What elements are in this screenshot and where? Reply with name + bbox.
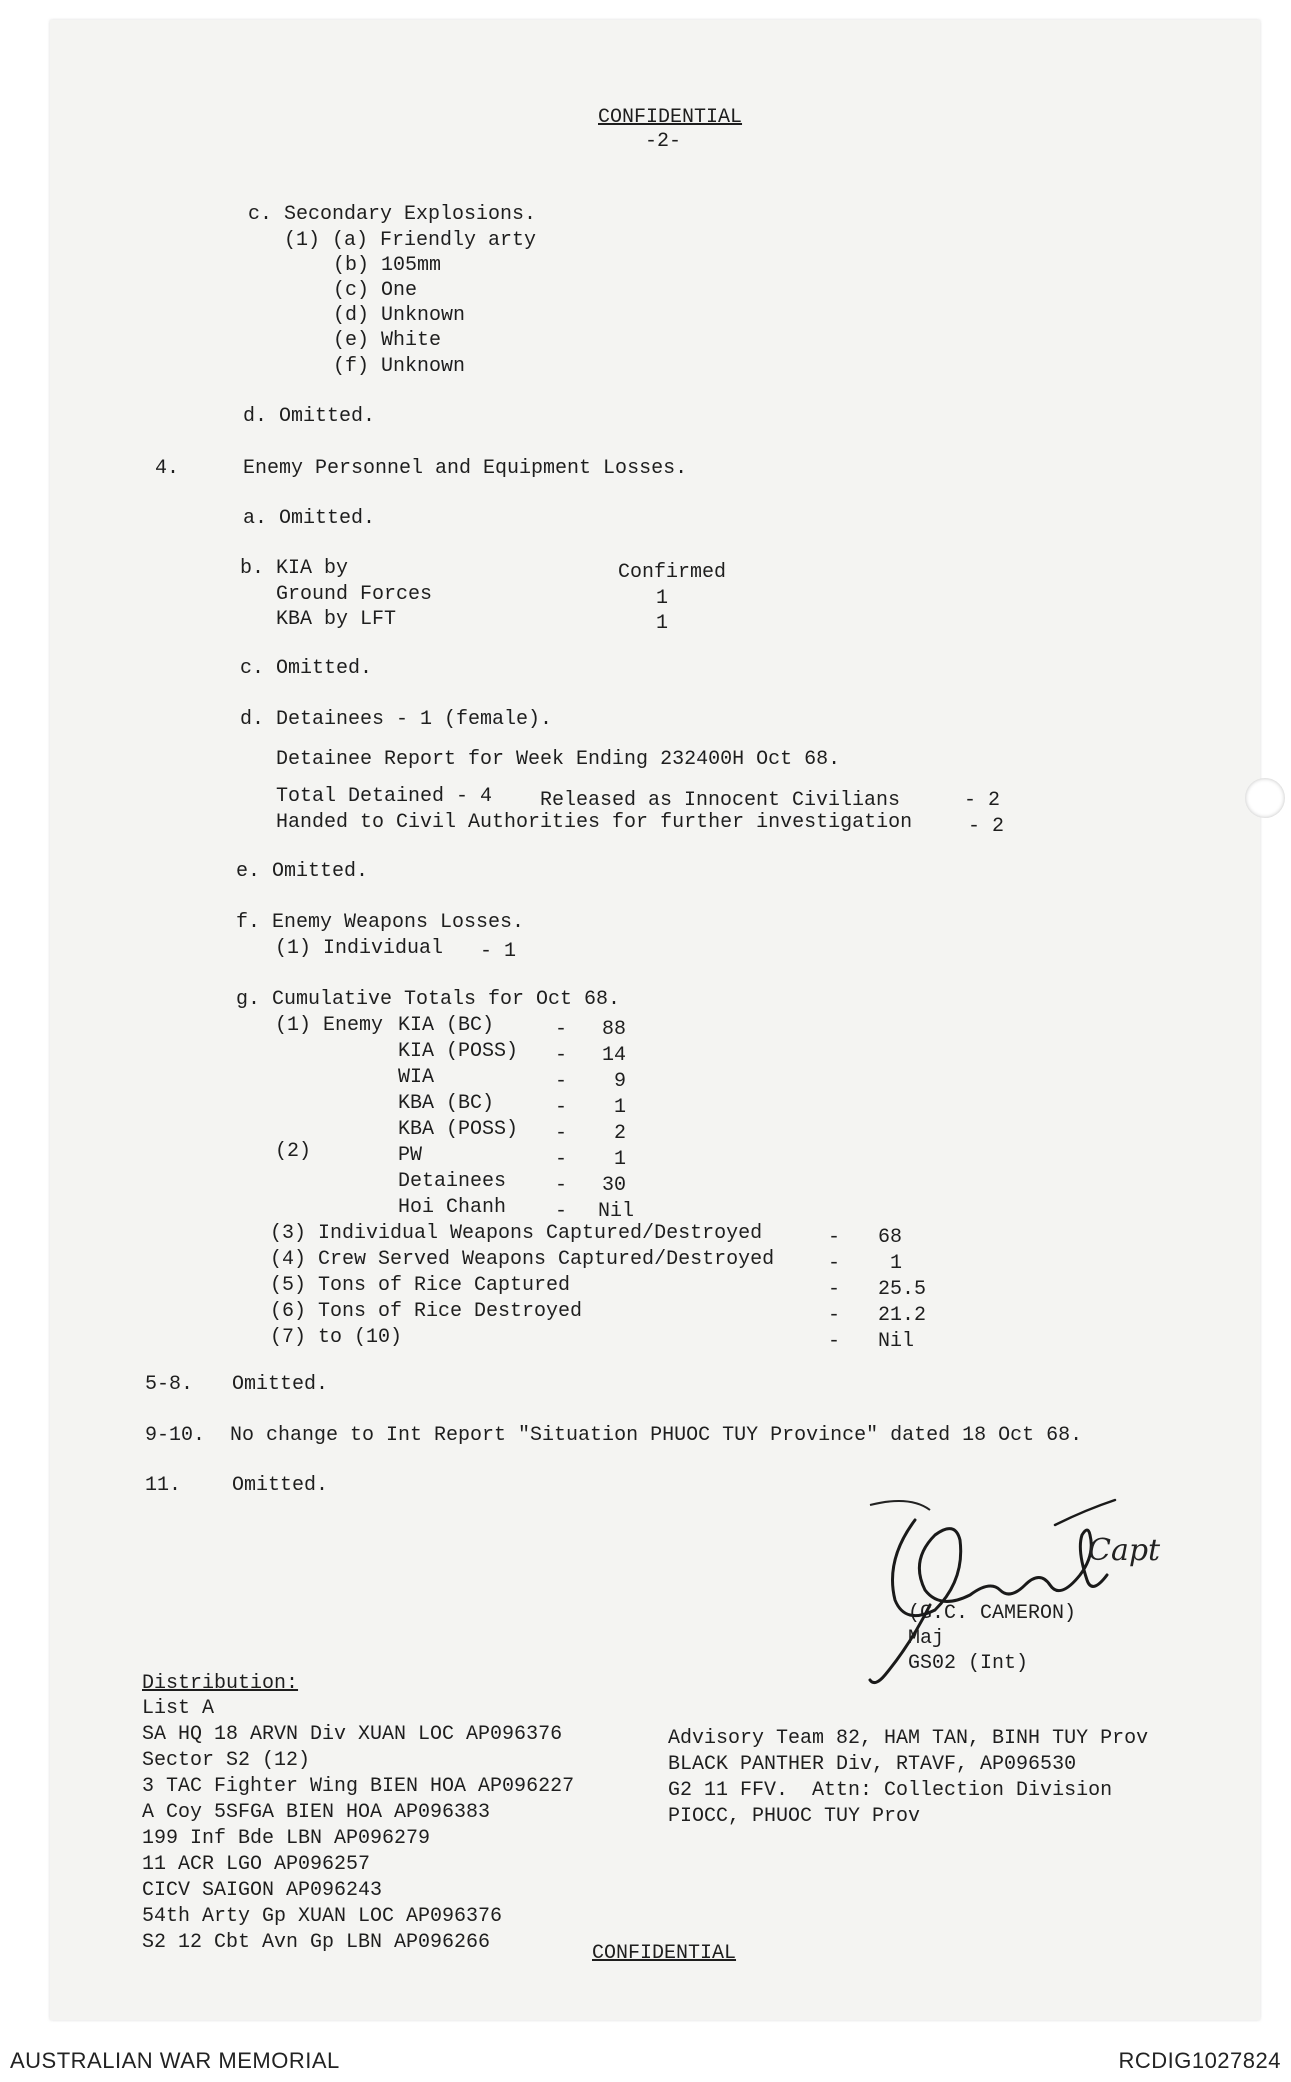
g-item-label: (6) Tons of Rice Destroyed bbox=[270, 1300, 583, 1323]
signatory-name: (G.C. CAMERON) bbox=[908, 1602, 1077, 1625]
distribution-left-item: A Coy 5SFGA BIEN HOA AP096383 bbox=[142, 1801, 491, 1824]
signatory-appointment: GS02 (Int) bbox=[908, 1652, 1029, 1675]
para-4c: c. Omitted. bbox=[240, 657, 373, 680]
g-item-label: (5) Tons of Rice Captured bbox=[270, 1274, 571, 1297]
g1-row-value: 1 bbox=[614, 1148, 627, 1171]
individual-weapons-label: (1) Individual bbox=[275, 937, 444, 960]
distribution-left-item: S2 12 Cbt Avn Gp LBN AP096266 bbox=[142, 1931, 491, 1954]
g-item-dash: - bbox=[828, 1330, 841, 1353]
distribution-right-item: BLACK PANTHER Div, RTAVF, AP096530 bbox=[668, 1753, 1077, 1776]
ground-forces-label: Ground Forces bbox=[276, 583, 433, 606]
para-5-8-text: Omitted. bbox=[232, 1373, 329, 1396]
se-line-4: (d) Unknown bbox=[333, 304, 466, 327]
classification-footer: CONFIDENTIAL bbox=[592, 1942, 737, 1965]
g-item-value: 25.5 bbox=[878, 1278, 927, 1301]
released-value: - 2 bbox=[964, 789, 1001, 812]
g1-row-dash: - bbox=[555, 1070, 568, 1093]
g-item-value: Nil bbox=[878, 1330, 915, 1353]
distribution-left-item: 54th Arty Gp XUAN LOC AP096376 bbox=[142, 1905, 503, 1928]
g1-row-value: 30 bbox=[602, 1174, 627, 1197]
para-9-10-text: No change to Int Report "Situation PHUOC TUY Province" dated 18 Oct 68. bbox=[230, 1424, 1083, 1447]
g2-label: (2) bbox=[275, 1140, 312, 1163]
se-line-5: (e) White bbox=[333, 329, 442, 352]
g1-row-dash: - bbox=[555, 1018, 568, 1041]
para-4f: f. Enemy Weapons Losses. bbox=[236, 911, 525, 934]
para-11-text: Omitted. bbox=[232, 1474, 329, 1497]
para-4-number: 4. bbox=[155, 457, 180, 480]
distribution-right-item: PIOCC, PHUOC TUY Prov bbox=[668, 1805, 921, 1828]
archive-reference: RCDIG1027824 bbox=[1118, 2048, 1281, 2073]
distribution-left-item: 3 TAC Fighter Wing BIEN HOA AP096227 bbox=[142, 1775, 575, 1798]
g-item-dash: - bbox=[828, 1252, 841, 1275]
para-4e: e. Omitted. bbox=[236, 860, 369, 883]
g1-row-value: Nil bbox=[598, 1200, 635, 1223]
distribution-right-item: Advisory Team 82, HAM TAN, BINH TUY Prov bbox=[668, 1727, 1149, 1750]
se-line-6: (f) Unknown bbox=[333, 355, 466, 378]
individual-weapons-value: - 1 bbox=[480, 940, 517, 963]
g1-row-dash: - bbox=[555, 1096, 568, 1119]
g1-row-label: PW bbox=[398, 1144, 423, 1167]
g1-row-value: 88 bbox=[602, 1018, 627, 1041]
g1-row-value: 2 bbox=[614, 1122, 627, 1145]
para-5-8-number: 5-8. bbox=[145, 1373, 194, 1396]
confirmed-col-header: Confirmed bbox=[618, 561, 727, 584]
para-4a: a. Omitted. bbox=[243, 507, 376, 530]
para-3d: d. Omitted. bbox=[243, 405, 376, 428]
distribution-left-item: List A bbox=[142, 1697, 215, 1720]
ground-forces-value: 1 bbox=[656, 587, 669, 610]
punch-hole bbox=[1245, 778, 1285, 818]
g1-row-label: KIA (POSS) bbox=[398, 1040, 519, 1063]
g1-row-dash: - bbox=[555, 1148, 568, 1171]
g1-row-dash: - bbox=[555, 1200, 568, 1223]
handed-label: Handed to Civil Authorities for further investigation bbox=[276, 811, 913, 834]
kba-lft-label: KBA by LFT bbox=[276, 608, 397, 631]
g1-row-value: 9 bbox=[614, 1070, 627, 1093]
g-item-label: (7) to (10) bbox=[270, 1326, 403, 1349]
distribution-left-item: Sector S2 (12) bbox=[142, 1749, 311, 1772]
document-page bbox=[50, 20, 1260, 2020]
se-line-2: (b) 105mm bbox=[333, 254, 442, 277]
distribution-title: Distribution: bbox=[142, 1672, 299, 1695]
para-4d: d. Detainees - 1 (female). bbox=[240, 708, 553, 731]
g-item-dash: - bbox=[828, 1226, 841, 1249]
signature-annotation: Capt bbox=[1088, 1533, 1161, 1568]
distribution-right-item: G2 11 FFV. Attn: Collection Division bbox=[668, 1779, 1113, 1802]
g1-row-dash: - bbox=[555, 1122, 568, 1145]
g-item-dash: - bbox=[828, 1278, 841, 1301]
secondary-explosions-heading: c. Secondary Explosions. bbox=[248, 203, 537, 226]
g1-row-value: 1 bbox=[614, 1096, 627, 1119]
handed-value: - 2 bbox=[968, 815, 1005, 838]
g-item-label: (4) Crew Served Weapons Captured/Destroyed bbox=[270, 1248, 775, 1271]
g-item-value: 1 bbox=[890, 1252, 903, 1275]
g-item-label: (3) Individual Weapons Captured/Destroyed bbox=[270, 1222, 763, 1245]
para-11-number: 11. bbox=[145, 1474, 182, 1497]
distribution-left-item: 11 ACR LGO AP096257 bbox=[142, 1853, 371, 1876]
para-4b-label: b. KIA by bbox=[240, 557, 349, 580]
se-line-3: (c) One bbox=[333, 279, 418, 302]
g1-row-label: Detainees bbox=[398, 1170, 507, 1193]
g1-row-value: 14 bbox=[602, 1044, 627, 1067]
g1-row-label: WIA bbox=[398, 1066, 435, 1089]
kba-lft-value: 1 bbox=[656, 612, 669, 635]
distribution-left-item: CICV SAIGON AP096243 bbox=[142, 1879, 383, 1902]
g-item-value: 21.2 bbox=[878, 1304, 927, 1327]
para-4-title: Enemy Personnel and Equipment Losses. bbox=[243, 457, 688, 480]
page-number: -2- bbox=[645, 130, 682, 153]
total-detained: Total Detained - 4 bbox=[276, 785, 493, 808]
classification-header: CONFIDENTIAL bbox=[598, 106, 743, 129]
g-item-value: 68 bbox=[878, 1226, 903, 1249]
detainee-report: Detainee Report for Week Ending 232400H Oct 68. bbox=[276, 748, 841, 771]
g1-row-label: KBA (BC) bbox=[398, 1092, 495, 1115]
archive-credit: AUSTRALIAN WAR MEMORIAL bbox=[10, 2048, 340, 2073]
para-9-10-number: 9-10. bbox=[145, 1424, 206, 1447]
distribution-left-item: 199 Inf Bde LBN AP096279 bbox=[142, 1827, 431, 1850]
g1-row-label: Hoi Chanh bbox=[398, 1196, 507, 1219]
se-line-1: (1) (a) Friendly arty bbox=[284, 229, 537, 252]
released-label: Released as Innocent Civilians bbox=[540, 789, 901, 812]
g-item-dash: - bbox=[828, 1304, 841, 1327]
distribution-left-item: SA HQ 18 ARVN Div XUAN LOC AP096376 bbox=[142, 1723, 563, 1746]
g1-row-label: KIA (BC) bbox=[398, 1014, 495, 1037]
para-4g: g. Cumulative Totals for Oct 68. bbox=[236, 988, 621, 1011]
g1-row-dash: - bbox=[555, 1044, 568, 1067]
g1-row-label: KBA (POSS) bbox=[398, 1118, 519, 1141]
signatory-rank: Maj bbox=[908, 1627, 945, 1650]
g1-label: (1) Enemy bbox=[275, 1014, 384, 1037]
g1-row-dash: - bbox=[555, 1174, 568, 1197]
